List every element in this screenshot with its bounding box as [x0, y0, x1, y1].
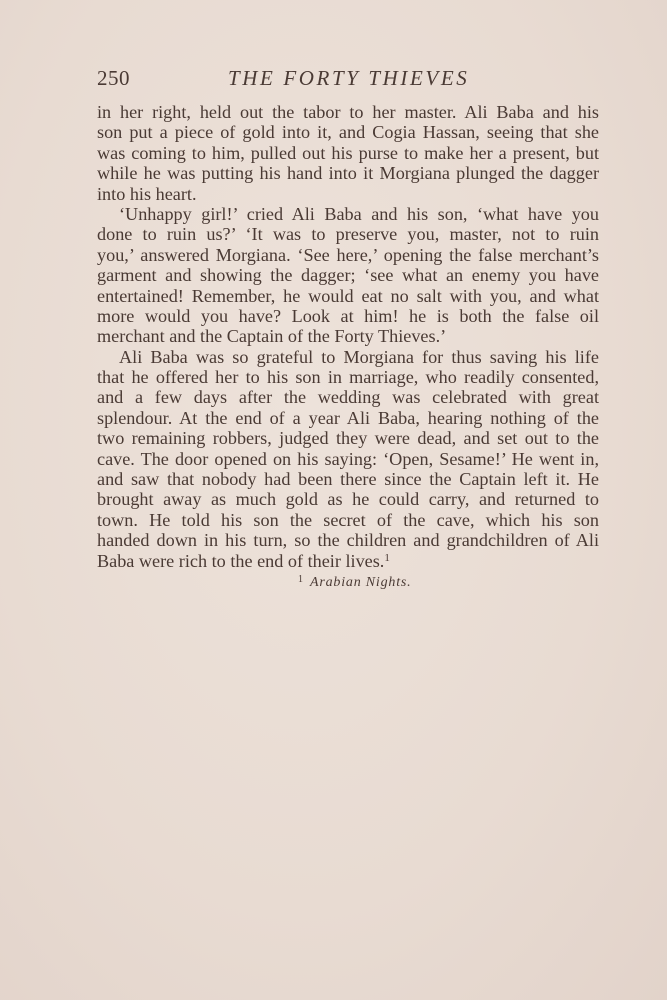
- text-line: entertained! Remember, he would eat no salt with you, and what: [97, 285, 599, 306]
- text-line: two remaining robbers, judged they were dead, and set out to the: [97, 428, 599, 449]
- text-line: splendour. At the end of a year Ali Baba, hearing nothing of the: [97, 407, 599, 428]
- text-line: Ali Baba was so grateful to Morgiana for thus saving his life: [119, 346, 599, 367]
- text-line: merchant and the Captain of the Forty Thieves.’: [97, 326, 447, 347]
- running-head: [97, 66, 597, 94]
- footnote-reference[interactable]: 1: [384, 551, 390, 564]
- text-line: brought away as much gold as he could carry, and returned to: [97, 489, 599, 510]
- text-line: handed down in his turn, so the children and grandchildren of Ali: [97, 530, 599, 551]
- page-number: 250: [97, 66, 130, 90]
- text-line: son put a piece of gold into it, and Cogia Hassan, seeing that she: [97, 122, 599, 143]
- text-line: that he offered her to his son in marriage, who readily consented,: [97, 367, 599, 388]
- text-line: and a few days after the wedding was celebrated with great: [97, 387, 599, 408]
- footnote: [298, 574, 411, 591]
- text-line: town. He told his son the secret of the cave, which his son: [97, 509, 599, 530]
- text-line: more would you have? Look at him! he is both the false oil: [97, 305, 599, 326]
- text-line: in her right, held out the tabor to her master. Ali Baba and his: [97, 102, 599, 122]
- text-line: ‘Unhappy girl!’ cried Ali Baba and his son, ‘what have you: [119, 203, 599, 224]
- text-line-content: Baba were rich to the end of their lives.: [97, 550, 385, 571]
- text-line: garment and showing the dagger; ‘see what an enemy you have: [97, 265, 599, 286]
- running-title: THE FORTY THIEVES: [228, 66, 470, 90]
- text-line: was coming to him, pulled out his purse to make her a present, but: [97, 142, 599, 163]
- footnote-text: Arabian Nights.: [310, 575, 412, 590]
- text-line: cave. The door opened on his saying: ‘Open, Sesame!’ He went in,: [97, 448, 599, 469]
- text-line: into his heart.: [97, 183, 197, 204]
- text-line: you,’ answered Morgiana. ‘See here,’ opening the false merchant’s: [97, 244, 599, 265]
- text-line: while he was putting his hand into it Morgiana plunged the dagger: [97, 163, 599, 184]
- footnote-mark: 1: [298, 574, 303, 585]
- text-line-last: [97, 551, 599, 571]
- text-line: done to ruin us?’ ‘It was to preserve you, master, not to ruin: [97, 224, 599, 245]
- text-line: and saw that nobody had been there since the Captain left it. He: [97, 469, 599, 490]
- body-text: [97, 102, 599, 571]
